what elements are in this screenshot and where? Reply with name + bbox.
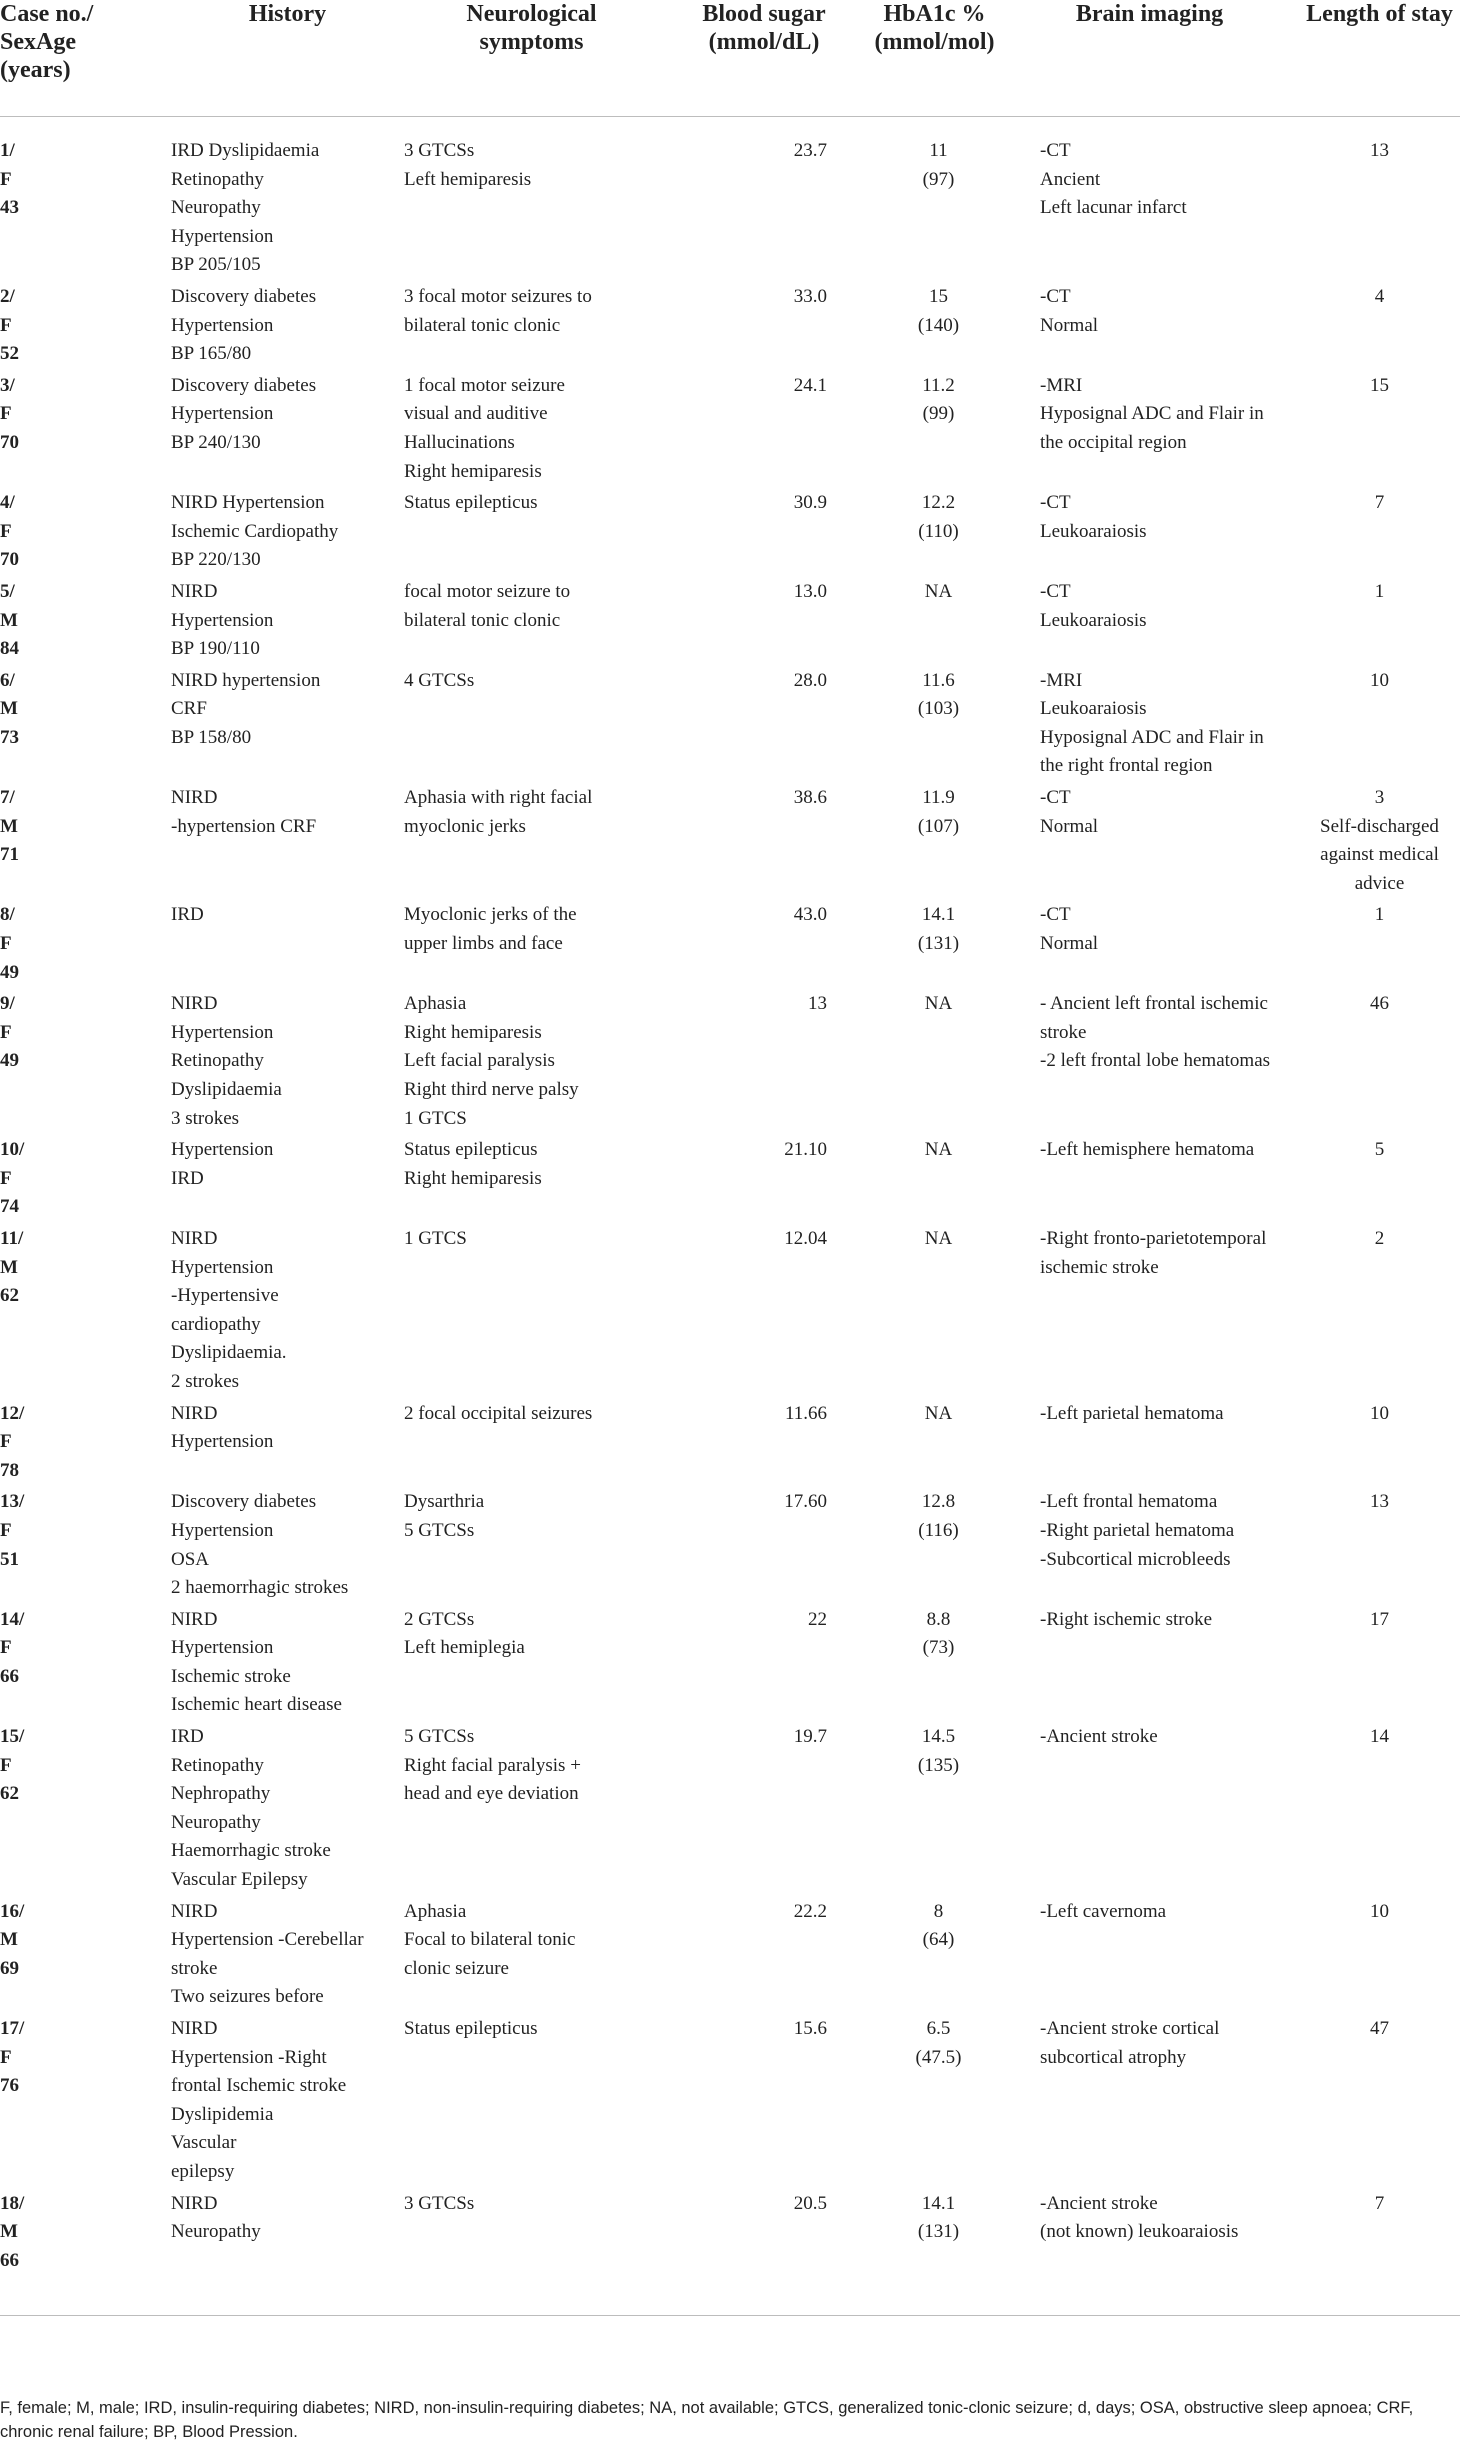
table-row xyxy=(0,283,1460,372)
cell-length-of-stay: 17 xyxy=(1370,1608,1389,1630)
cell-neurological-symptoms: 2 GTCSs Left hemiplegia xyxy=(404,1608,525,1659)
cell-brain-imaging: -CT Normal xyxy=(1040,285,1099,336)
cell-history: IRD Retinopathy Nephropathy Neuropathy Haemorrhagic stroke Vascular Epilepsy xyxy=(171,1726,331,1891)
cell-case-no: 12/ F 78 xyxy=(0,1402,25,1481)
cell-case-no: 15/ F 62 xyxy=(0,1726,25,1805)
cell-blood-sugar: 38.6 xyxy=(793,787,827,809)
table-row xyxy=(0,990,1460,1136)
cell-hba1c: 11.9 (107) xyxy=(917,787,960,837)
cell-brain-imaging: -Left cavernoma xyxy=(1040,1900,1167,1922)
cell-hba1c: 11.6 (103) xyxy=(917,669,960,720)
cell-case-no: 1/ F 43 xyxy=(0,140,19,219)
cell-neurological-symptoms: 3 GTCSs xyxy=(404,2190,659,2316)
table-row xyxy=(0,1606,1460,1723)
cell-hba1c: 11 (97) xyxy=(922,140,955,190)
cell-brain-imaging: -CT Leukoaraiosis xyxy=(1040,492,1147,542)
table-row xyxy=(0,1898,1460,2015)
cell-blood-sugar: 13.0 xyxy=(793,580,827,602)
cell-history: Discovery diabetes Hypertension BP 240/130 xyxy=(171,374,317,453)
cell-blood-sugar: 23.7 xyxy=(793,140,827,161)
cell-length-of-stay: 1 xyxy=(1374,904,1385,926)
cell-neurological-symptoms: Status epilepticus xyxy=(404,2018,538,2039)
cell-blood-sugar: 21.10 xyxy=(784,1139,827,1161)
cell-case-no: 2/ F 52 xyxy=(0,285,19,365)
cell-case-no: 4/ F 70 xyxy=(0,492,19,571)
table-row xyxy=(0,667,1460,784)
cell-blood-sugar: 33.0 xyxy=(793,285,827,307)
cell-case-no: 8/ F 49 xyxy=(0,904,19,983)
cell-history: NIRD Neuropathy xyxy=(171,2190,404,2316)
cell-neurological-symptoms: Aphasia Right hemiparesis Left facial paralysis Right third nerve palsy 1 GTCS xyxy=(404,993,579,1129)
cell-case-no: 13/ F 51 xyxy=(0,1491,25,1570)
cell-history: Hypertension IRD xyxy=(171,1139,274,1189)
cell-brain-imaging: -Left frontal hematoma -Right parietal hematoma -Subcortical microbleeds xyxy=(1040,1491,1235,1570)
cell-blood-sugar: 43.0 xyxy=(793,904,827,926)
cell-hba1c: NA xyxy=(924,1139,953,1161)
cell-neurological-symptoms: Myoclonic jerks of the upper limbs and face xyxy=(404,904,577,955)
cell-blood-sugar: 17.60 xyxy=(784,1491,827,1513)
cell-case-no: 3/ F 70 xyxy=(0,374,19,453)
cell-neurological-symptoms: Status epilepticus xyxy=(404,492,538,514)
cell-length-of-stay: 10 xyxy=(1370,1402,1389,1424)
cell-brain-imaging: -CT Normal xyxy=(1040,787,1099,837)
cell-history: NIRD Hypertension -Cerebellar stroke Two seizures before xyxy=(171,1900,364,2008)
table-row xyxy=(0,1136,1460,1225)
cell-length-of-stay: 3 Self-discharged against medical advice xyxy=(1320,787,1439,894)
header-length-of-stay: Length of stay xyxy=(1299,0,1460,117)
cell-length-of-stay: 47 xyxy=(1370,2018,1389,2039)
cell-brain-imaging: -Ancient stroke (not known) leukoaraiosis xyxy=(1000,2190,1299,2316)
cell-case-no: 6/ M 73 xyxy=(0,669,19,748)
cell-case-no: 18/ M 66 xyxy=(0,2190,171,2316)
cell-history: NIRD Hypertension BP 190/110 xyxy=(171,580,274,660)
cell-blood-sugar: 24.1 xyxy=(793,374,827,396)
cell-history: NIRD Hypertension Ischemic Cardiopathy BP 220/130 xyxy=(171,492,339,571)
table-row xyxy=(0,117,1460,283)
cell-case-no: 16/ M 69 xyxy=(0,1900,25,1979)
cell-neurological-symptoms: focal motor seizure to bilateral tonic clonic xyxy=(404,580,571,631)
cell-hba1c: 12.2 (110) xyxy=(918,492,959,542)
cell-brain-imaging: -MRI Leukoaraiosis Hyposignal ADC and Flair in the right frontal region xyxy=(1040,669,1264,777)
cell-blood-sugar: 13 xyxy=(808,993,827,1015)
table-row xyxy=(0,1400,1460,1489)
cell-neurological-symptoms: Aphasia Focal to bilateral tonic clonic seizure xyxy=(404,1900,576,1979)
table-row xyxy=(0,489,1460,578)
cell-brain-imaging: -CT Normal xyxy=(1040,904,1099,955)
cell-brain-imaging: -Right ischemic stroke xyxy=(1040,1608,1213,1630)
cell-length-of-stay: 13 xyxy=(1370,140,1389,161)
table-row xyxy=(0,1225,1460,1400)
cell-hba1c: NA xyxy=(924,1402,953,1424)
cell-blood-sugar: 12.04 xyxy=(784,1227,827,1249)
cell-case-no: 11/ M 62 xyxy=(0,1227,24,1307)
cell-neurological-symptoms: 2 focal occipital seizures xyxy=(404,1402,593,1424)
cell-case-no: 9/ F 49 xyxy=(0,993,19,1072)
header-hba1c: HbA1c % (mmol/mol) xyxy=(869,0,1000,117)
cell-brain-imaging: -Ancient stroke cortical subcortical atrophy xyxy=(1040,2018,1220,2068)
cell-history: Discovery diabetes Hypertension OSA 2 haemorrhagic strokes xyxy=(171,1491,349,1599)
cell-brain-imaging: -Left parietal hematoma xyxy=(1040,1402,1224,1424)
cell-history: NIRD Hypertension xyxy=(171,1402,274,1453)
cell-history: NIRD Hypertension -Right frontal Ischemic stroke Dyslipidemia Vascular epilepsy xyxy=(171,2018,347,2182)
cell-hba1c: 8 (64) xyxy=(922,1900,955,1951)
table-row xyxy=(0,2190,1460,2316)
header-neurological-symptoms: Neurological symptoms xyxy=(404,0,659,117)
cell-length-of-stay: 10 xyxy=(1370,1900,1389,1922)
cell-hba1c: 6.5 (47.5) xyxy=(915,2018,962,2068)
table-row xyxy=(0,372,1460,489)
cell-history: IRD xyxy=(171,904,204,926)
header-blood-sugar: Blood sugar (mmol/dL) xyxy=(659,0,869,117)
table-body xyxy=(0,117,1460,2316)
cell-neurological-symptoms: 1 focal motor seizure visual and auditive Hallucinations Right hemiparesis xyxy=(404,374,565,482)
cell-hba1c: 14.1 (131) xyxy=(917,904,960,955)
cell-brain-imaging: -CT Ancient Left lacunar infarct xyxy=(1040,140,1187,219)
cell-history: Discovery diabetes Hypertension BP 165/80 xyxy=(171,285,317,365)
table-row xyxy=(0,901,1460,990)
cell-neurological-symptoms: 3 focal motor seizures to bilateral tonic clonic xyxy=(404,285,592,336)
table-header xyxy=(0,0,1460,117)
cell-blood-sugar: 11.66 xyxy=(784,1402,827,1424)
cell-blood-sugar: 22.2 xyxy=(793,1900,827,1922)
cell-brain-imaging: -Ancient stroke xyxy=(1040,1726,1158,1748)
cell-hba1c: 14.1 (131) xyxy=(869,2190,1000,2316)
cell-hba1c: NA xyxy=(924,993,953,1015)
cell-hba1c: NA xyxy=(924,1227,953,1249)
cell-hba1c: 14.5 (135) xyxy=(917,1726,960,1776)
cell-blood-sugar: 19.7 xyxy=(793,1726,827,1748)
cell-neurological-symptoms: 5 GTCSs Right facial paralysis + head and eye deviation xyxy=(404,1726,581,1805)
cell-neurological-symptoms: 1 GTCS xyxy=(404,1227,467,1249)
cell-case-no: 10/ F 74 xyxy=(0,1139,25,1218)
cell-length-of-stay: 4 xyxy=(1374,285,1385,307)
cell-blood-sugar: 15.6 xyxy=(793,2018,827,2039)
cell-length-of-stay: 15 xyxy=(1370,374,1389,396)
table-row xyxy=(0,1488,1460,1605)
cell-history: NIRD hypertension CRF BP 158/80 xyxy=(171,669,321,748)
cell-length-of-stay: 14 xyxy=(1370,1726,1389,1748)
cell-length-of-stay: 46 xyxy=(1370,993,1389,1015)
header-brain-imaging: Brain imaging xyxy=(1000,0,1299,117)
cell-case-no: 7/ M 71 xyxy=(0,787,19,866)
cell-history: NIRD Hypertension Retinopathy Dyslipidaemia 3 strokes xyxy=(171,993,282,1129)
cell-neurological-symptoms: Aphasia with right facial myoclonic jerks xyxy=(404,787,593,837)
header-history: History xyxy=(171,0,404,117)
cell-history: NIRD -hypertension CRF xyxy=(171,787,317,837)
cell-neurological-symptoms: Status epilepticus Right hemiparesis xyxy=(404,1139,542,1189)
cell-hba1c: NA xyxy=(924,580,953,602)
cell-brain-imaging: -Left hemisphere hematoma xyxy=(1040,1139,1255,1161)
header-case-no: Case no./ SexAge (years) xyxy=(0,0,171,117)
cell-history: NIRD Hypertension -Hypertensive cardiopathy Dyslipidaemia. 2 strokes xyxy=(171,1227,287,1392)
cell-length-of-stay: 13 xyxy=(1370,1491,1389,1513)
cell-neurological-symptoms: Dysarthria 5 GTCSs xyxy=(404,1491,485,1541)
cell-neurological-symptoms: 3 GTCSs Left hemiparesis xyxy=(404,140,532,190)
table-footnote: F, female; M, male; IRD, insulin-requiring diabetes; NIRD, non-insulin-requiring diabetes; NA, not available; GTCS, generalized tonic-clonic seizure; d, days; OSA, obstructive sleep apnoea; CRF, chronic renal failure; BP, Blood Pression. xyxy=(0,2399,1414,2441)
cell-length-of-stay: 10 xyxy=(1370,669,1389,691)
table-row xyxy=(0,578,1460,667)
cell-length-of-stay: 5 xyxy=(1374,1139,1385,1161)
cell-history: NIRD Hypertension Ischemic stroke Ischemic heart disease xyxy=(171,1608,342,1716)
cell-length-of-stay: 2 xyxy=(1374,1227,1385,1249)
table-row xyxy=(0,2015,1460,2190)
cell-case-no: 17/ F 76 xyxy=(0,2018,25,2097)
cell-length-of-stay: 7 xyxy=(1374,492,1385,514)
cell-brain-imaging: - Ancient left frontal ischemic stroke -2 left frontal lobe hematomas xyxy=(1040,993,1271,1072)
cell-blood-sugar: 22 xyxy=(808,1608,827,1630)
cell-hba1c: 12.8 (116) xyxy=(918,1491,959,1541)
cell-case-no: 14/ F 66 xyxy=(0,1608,25,1687)
cell-brain-imaging: -Right fronto-parietotemporal ischemic stroke xyxy=(1040,1227,1267,1278)
table-row xyxy=(0,784,1460,901)
cell-neurological-symptoms: 4 GTCSs xyxy=(404,669,475,691)
cell-brain-imaging: -MRI Hyposignal ADC and Flair in the occipital region xyxy=(1040,374,1264,453)
cell-hba1c: 11.2 (99) xyxy=(922,374,955,425)
cell-hba1c: 15 (140) xyxy=(917,285,960,336)
cell-blood-sugar: 20.5 xyxy=(659,2190,869,2316)
cell-history: IRD Dyslipidaemia Retinopathy Neuropathy Hypertension BP 205/105 xyxy=(171,140,320,276)
cell-blood-sugar: 30.9 xyxy=(793,492,827,514)
cell-blood-sugar: 28.0 xyxy=(793,669,827,691)
cell-length-of-stay: 7 xyxy=(1299,2190,1460,2316)
cell-brain-imaging: -CT Leukoaraiosis xyxy=(1040,580,1147,631)
cell-hba1c: 8.8 (73) xyxy=(922,1608,955,1659)
cell-length-of-stay: 1 xyxy=(1374,580,1385,602)
header-row xyxy=(0,0,1460,117)
table-row xyxy=(0,1723,1460,1898)
cell-case-no: 5/ M 84 xyxy=(0,580,19,660)
